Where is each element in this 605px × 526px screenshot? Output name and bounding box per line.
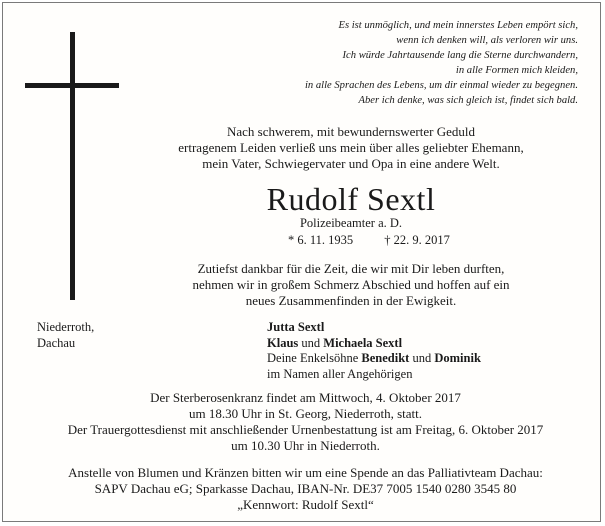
- obituary-notice: [2, 2, 601, 522]
- poem-line: Aber ich denke, was sich gleich ist, findet sich bald.: [358, 94, 578, 106]
- mourner-wife: Jutta Sextl: [267, 320, 325, 334]
- poem-line: in alle Formen mich kleiden,: [455, 64, 578, 76]
- announcement-line: ertragenem Leiden verließ uns mein über alles geliebter Ehemann,: [178, 140, 524, 155]
- poem-quote: [218, 19, 578, 108]
- cross-icon-horizontal-bar: [25, 83, 119, 88]
- service-line: Der Sterberosenkranz findet am Mittwoch, 4. Oktober 2017: [150, 390, 461, 405]
- mourner-line: im Namen aller Angehörigen: [267, 366, 413, 381]
- grandsons-prefix: Deine Enkelsöhne: [267, 351, 362, 365]
- donation-request: [11, 465, 600, 513]
- announcement-text: [141, 124, 561, 172]
- mourner-son: Klaus: [267, 335, 299, 350]
- life-dates: [288, 233, 450, 248]
- mourner-grandson: Dominik: [434, 351, 481, 365]
- mourners-list: [267, 320, 481, 382]
- service-line: um 18.30 Uhr in St. Georg, Niederroth, statt.: [188, 406, 422, 421]
- poem-line: Ich würde Jahrtausende lang die Sterne durchwandern,: [342, 49, 578, 61]
- donation-line: SAPV Dachau eG; Sparkasse Dachau, IBAN-Nr. DE37 7005 1540 0280 3545 80: [94, 481, 517, 496]
- service-details: [11, 390, 600, 454]
- conjunction: und: [409, 351, 435, 365]
- farewell-line: neues Zusammenfinden in der Ewigkeit.: [245, 293, 457, 308]
- donation-line: „Kennwort: Rudolf Sextl“: [237, 497, 374, 512]
- birth-date: * 6. 11. 1935: [288, 233, 354, 247]
- service-line: um 10.30 Uhr in Niederroth.: [231, 438, 380, 453]
- mourner-line: [267, 320, 481, 336]
- death-date: † 22. 9. 2017: [384, 233, 450, 247]
- mourner-line: [267, 336, 481, 352]
- mourner-grandson: Benedikt: [361, 351, 410, 365]
- announcement-line: Nach schwerem, mit bewundernswerter Geduld: [227, 124, 475, 139]
- place-line: Niederroth,: [37, 320, 95, 334]
- poem-line: wenn ich denken will, als verloren wir uns.: [396, 34, 578, 46]
- announcement-line: mein Vater, Schwiegervater und Opa in eine andere Welt.: [202, 156, 500, 171]
- deceased-title: Polizeibeamter a. D.: [299, 216, 403, 230]
- service-line: Der Trauergottesdienst mit anschließender Urnenbestattung ist am Freitag, 6. Oktober 2017: [67, 422, 544, 437]
- place-line: Dachau: [37, 335, 76, 350]
- mourner-daughter-in-law: Michaela Sextl: [323, 335, 403, 350]
- conjunction: und: [298, 335, 324, 350]
- farewell-line: Zutiefst dankbar für die Zeit, die wir mit Dir leben durften,: [197, 261, 505, 276]
- farewell-text: [141, 261, 561, 309]
- poem-line: in alle Sprachen des Lebens, um dir einmal wieder zu begegnen.: [304, 79, 578, 91]
- places: [37, 320, 94, 351]
- donation-line: Anstelle von Blumen und Kränzen bitten wir um eine Spende an das Palliativteam Dachau:: [68, 465, 543, 480]
- deceased-name: Rudolf Sextl: [266, 181, 436, 217]
- poem-line: Es ist unmöglich, und mein innerstes Leben empört sich,: [338, 20, 578, 31]
- farewell-line: nehmen wir in großem Schmerz Abschied und hoffen auf ein: [192, 277, 510, 292]
- mourner-line: [267, 351, 481, 367]
- cross-icon-vertical-bar: [70, 32, 75, 300]
